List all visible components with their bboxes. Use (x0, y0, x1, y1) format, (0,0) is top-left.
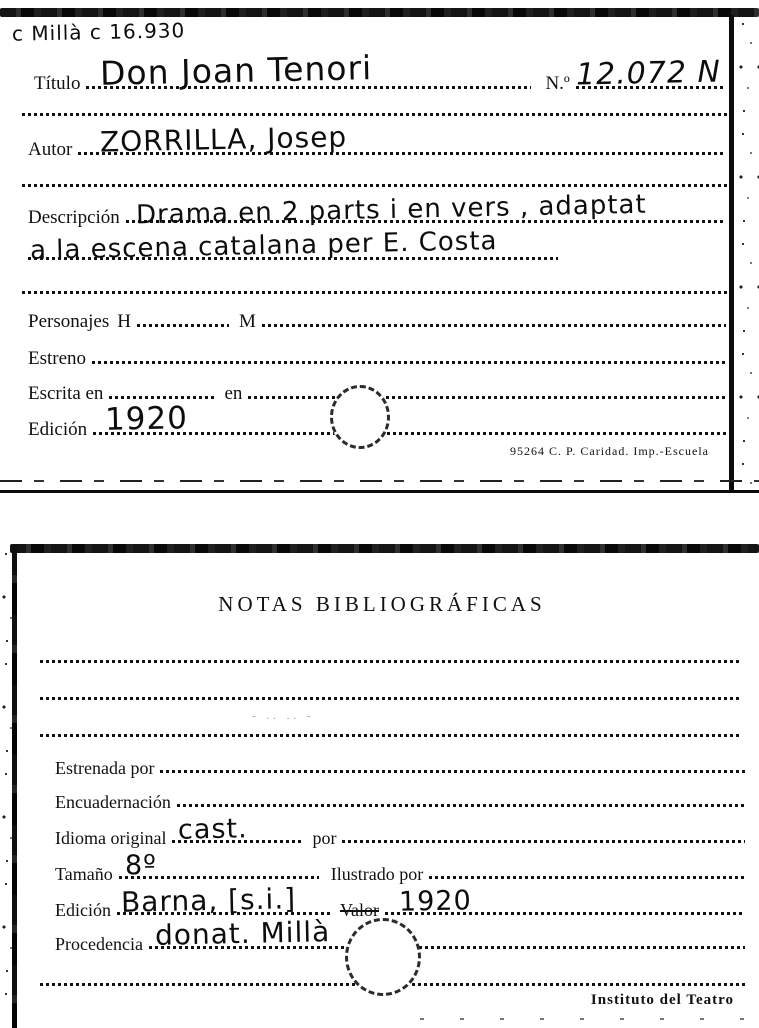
encuadernacion-line (177, 804, 745, 807)
scan-noise-left (0, 545, 12, 1028)
valor-label: Valor (340, 900, 379, 920)
ilustrado-label: Ilustrado por (330, 864, 424, 884)
estreno-row (28, 343, 726, 367)
scan-noise-bottom (420, 1018, 750, 1020)
escrita-line2 (248, 396, 726, 399)
edicion-value: 1920 (104, 400, 189, 438)
titulo-label: Título (34, 73, 81, 94)
procedencia-label: Procedencia (55, 934, 143, 954)
personajes-label: Personajes (28, 311, 110, 332)
edicion-label: Edición (28, 419, 88, 440)
ilustrado-line (429, 876, 745, 879)
notas-header: NOTAS BIBLIOGRÁFICAS (218, 592, 546, 616)
encuadernacion-row (55, 786, 745, 810)
descripcion-value-line2: a la escena catalana per E. Costa (29, 226, 498, 266)
shelfmark-annotation: c Millà c 16.930 (11, 18, 186, 46)
estrenada-row (55, 752, 745, 776)
edicion-line (93, 400, 726, 438)
idioma-row (55, 813, 745, 848)
note-line (40, 734, 742, 737)
escrita-line1 (109, 396, 214, 399)
encuadernacion-label: Encuadernación (55, 792, 171, 812)
pencil-smudge: - .. .. - (252, 710, 315, 722)
valor-line (385, 885, 745, 918)
personajes-m-label: M (239, 311, 256, 332)
descripcion-line2 (28, 226, 558, 266)
punch-hole (330, 385, 390, 449)
autor-line (78, 120, 726, 159)
descripcion-label: Descripción (28, 207, 120, 228)
estrenada-line (160, 770, 745, 773)
punch-hole (345, 918, 421, 996)
idioma-por-label: por (312, 828, 337, 848)
en-label: en (224, 383, 243, 404)
idioma-por-line (342, 840, 745, 843)
tamano-line (119, 849, 319, 882)
catalog-card-back (0, 540, 759, 1028)
titulo-value: Don Joan Tenori (100, 48, 374, 93)
personajes-row (28, 306, 726, 330)
estreno-line (92, 361, 726, 364)
idioma-line (172, 813, 302, 846)
catalog-card-front (0, 0, 759, 495)
card-right-border (729, 15, 734, 492)
separator-line (22, 184, 728, 187)
edicion2-row (55, 882, 745, 920)
numero-line (575, 54, 724, 93)
tamano-row (55, 849, 745, 884)
card-bottom-dashed (0, 480, 759, 482)
separator-line (22, 291, 728, 294)
autor-label: Autor (28, 139, 73, 160)
autor-row (28, 120, 726, 160)
instituto-footer: Instituto del Teatro (590, 992, 734, 1008)
torn-top-edge (0, 8, 759, 17)
card-left-border (12, 545, 17, 1028)
idioma-value: cast. (178, 813, 249, 846)
scan-noise-right (737, 15, 759, 492)
descripcion-line1 (126, 189, 726, 231)
tamano-value: 8º (124, 849, 157, 882)
numero-label: N.º (545, 73, 570, 94)
note-line (40, 697, 742, 700)
numero-value: 12.072 N (575, 54, 722, 93)
autor-value: ZORRILLA, Josep (99, 120, 348, 159)
note-line (40, 660, 742, 663)
descripcion-value-line1: Drama en 2 parts i en vers , adaptat (135, 189, 647, 231)
edicion2-line (117, 882, 332, 919)
procedencia-value: donat. Millà (154, 915, 331, 952)
torn-top-edge (10, 544, 759, 553)
card-bottom-solid (0, 490, 759, 493)
personajes-h-label: H (117, 311, 131, 332)
personajes-m-line (262, 324, 726, 327)
estreno-label: Estreno (28, 348, 87, 369)
valor-value: 1920 (398, 885, 473, 918)
edicion2-label: Edición (55, 900, 111, 920)
titulo-row (34, 48, 724, 94)
separator-line (22, 113, 728, 116)
titulo-line (86, 48, 531, 93)
estrenada-label: Estrenada por (55, 758, 155, 778)
escrita-en-label: Escrita en (28, 383, 104, 404)
tamano-label: Tamaño (55, 864, 113, 884)
idioma-label: Idioma original (55, 828, 167, 848)
printer-imprint: 95264 C. P. Caridad. Imp.-Escuela (510, 444, 709, 458)
personajes-h-line (137, 324, 229, 327)
edicion2-value: Barna, [s.i.] (120, 882, 297, 919)
procedencia-line (149, 915, 745, 952)
descripcion-row (28, 189, 726, 231)
